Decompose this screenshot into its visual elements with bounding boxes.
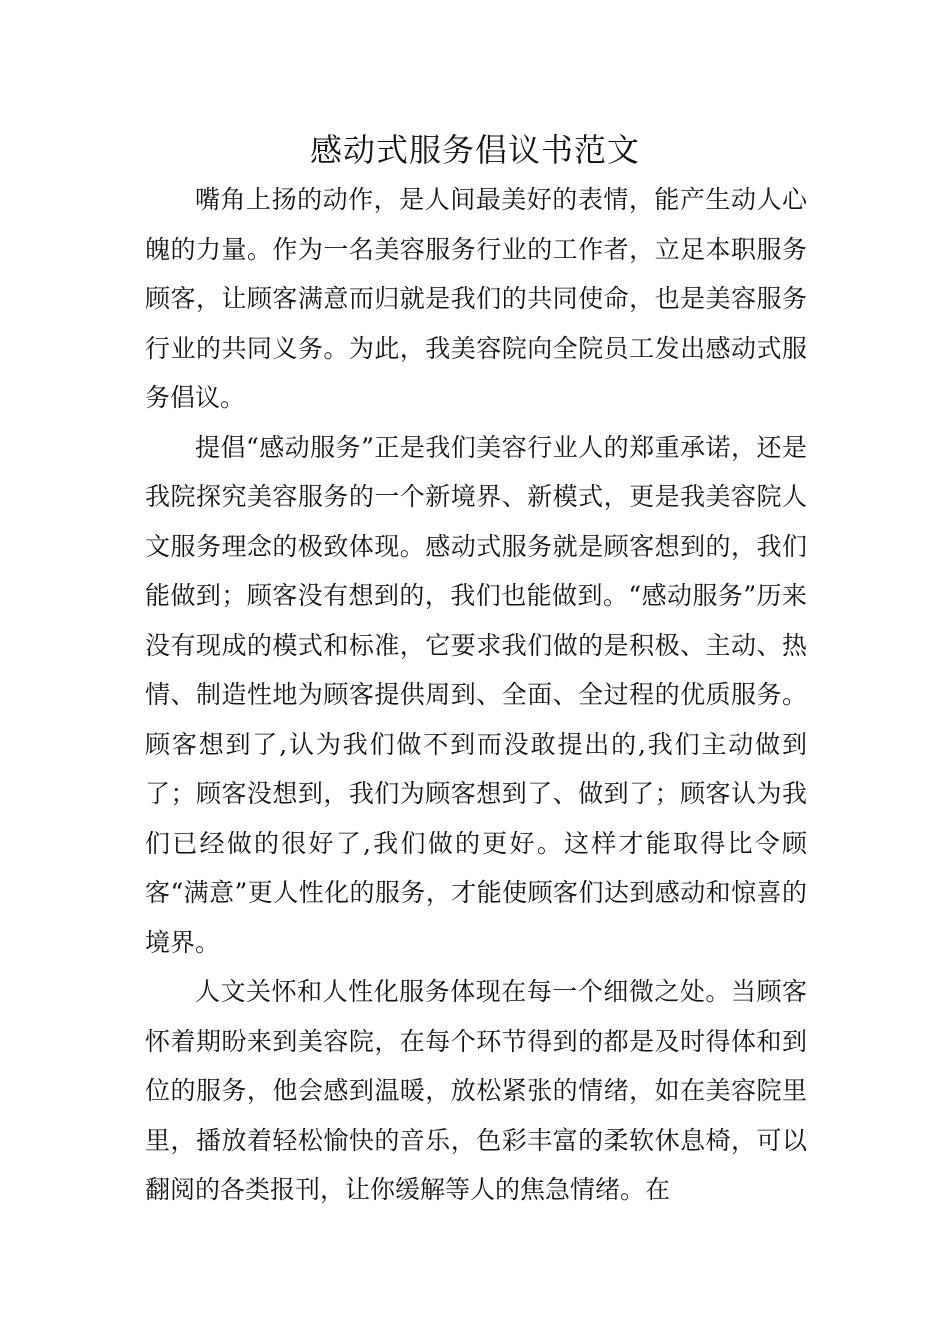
document-body: [145, 175, 807, 1215]
paragraph: 提倡“感动服务”正是我们美容行业人的郑重承诺，还是我院探究美容服务的一个新境界、新模式，更是我美容院人文服务理念的极致体现。感动式服务就是顾客想到的，我们能做到；顾客没有想到的，我们也能做到。“感动服务”历来没有现成的模式和标准，它要求我们做的是积极、主动、热情、制造性地为顾客提供周到、全面、全过程的优质服务。顾客想到了,认为我们做不到而没敢提出的,我们主动做到了；顾客没想到，我们为顾客想到了、做到了；顾客认为我们已经做的很好了,我们做的更好。这样才能取得比令顾客“满意”更人性化的服务，才能使顾客们达到感动和惊喜的境界。: [145, 432, 807, 957]
paragraph: 嘴角上扬的动作，是人间最美好的表情，能产生动人心魄的力量。作为一名美容服务行业的工作者，立足本职服务顾客，让顾客满意而归就是我们的共同使命，也是美容服务行业的共同义务。为此，我美容院向全院员工发出感动式服务倡议。: [145, 185, 807, 412]
paragraph: 人文关怀和人性化服务体现在每一个细微之处。当顾客怀着期盼来到美容院，在每个环节得到的都是及时得体和到位的服务，他会感到温暖，放松紧张的情绪，如在美容院里里，播放着轻松愉快的音乐，色彩丰富的柔软休息椅，可以翻阅的各类报刊，让你缓解等人的焦急情绪。在: [145, 977, 807, 1204]
document-title: 感动式服务倡议书范文: [309, 131, 640, 169]
